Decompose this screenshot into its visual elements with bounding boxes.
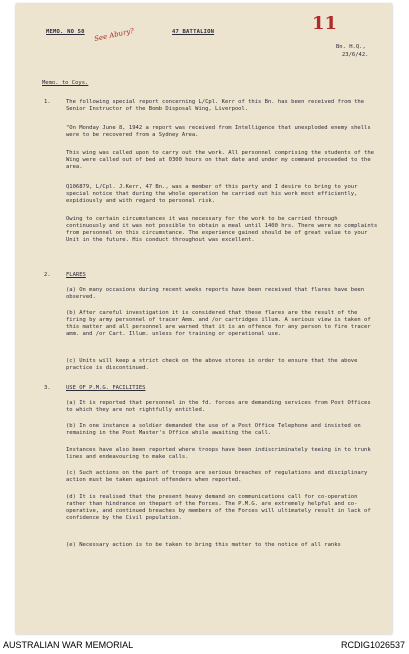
section-3-note: Instances have also been reported where troops have been indiscriminately teeing in to trunk lines and endeavouring to make calls. (66, 447, 371, 461)
section-3-item-a: (a) It is reported that personnel in the fd. forces are demanding services from Post Offices to which they are not rightfully entitled. (66, 400, 371, 414)
battalion-title: 47 BATTALION (172, 29, 215, 35)
section-1-para-1: The following special report concerning L/Cpl. Kerr of this Bn. has been received from the Senior Instructor of the Bomb Disposal Wing, Liverpool. (66, 99, 365, 113)
section-3-item-e: (e) Necessary action is to be taken to bring this matter to the notice of all ranks (66, 542, 341, 548)
section-3-item-d: (d) It is realised that the present heavy demand on communications call for co-operation rather than hindrance on thepart of the Forces. The P.M.G. are extremely helpful and co-operative, and continued breaches by members of the Forces will ultimately result in lack of confidence by the Civil population. (66, 494, 371, 522)
section-1-para-2: "On Monday June 8, 1942 a report was received from Intelligence that unexploded enemy shells were to be recovered from a Sydney Area. (66, 125, 371, 139)
handwritten-annotation: See Abury? (93, 26, 135, 44)
document-page (16, 4, 392, 634)
page-number-annotation: 11 (312, 13, 338, 34)
section-3-title: USE OF P.M.G. FACILITIES (66, 385, 146, 391)
section-2-item-a: (a) On many occasions during recent weeks reports have been received that flares have been observed. (66, 287, 365, 301)
addressee: Memo. to Coys. (42, 80, 89, 86)
section-3-item-c: (c) Such actions on the part of troops are serious breaches of regulations and disciplinary action must be taken against offenders when reported. (66, 470, 368, 484)
memo-number: MEMO. NO 50 (46, 29, 85, 35)
section-2-title: FLARES (66, 272, 86, 278)
section-1-para-5: Owing to certain circumstances it was necessary for the work to be carried through continuously and it was not possible to obtain a meal until 1400 hrs. There were no complaints from personnel on this circumstance. The experience gained should be of great value to your Unit in the future. His conduct throughout was excellent. (66, 216, 378, 244)
section-3-number: 3. (44, 385, 51, 391)
footer-record-id: RCDIG1026537 (340, 640, 405, 650)
section-1-number: 1. (44, 99, 51, 105)
memo-date: 23/6/42. (342, 52, 369, 58)
section-2-item-b: (b) After careful investigation it is considered that these flares are the result of the firing by army personnel of tracer Amm. and /or cartridges illum. A serious view is taken of this matter and all personnel are warned that it is an offence for any person to fire tracer amm. and /or Cart. Illum. unless for training or operational use. (66, 310, 371, 338)
section-3-item-b: (b) In one instance a soldier demanded the use of a Post Office Telephone and insisted on remaining in the Post Master's Office while awaiting the call. (66, 423, 361, 437)
footer-institution: AUSTRALIAN WAR MEMORIAL (3, 640, 134, 650)
section-1-para-4: Q106879, L/Cpl. J.Kerr, 47 Bn., was a member of this party and I desire to bring to your special notice that during the whole operation he carried out his work most efficiently, expidiously and with regard to personal risk. (66, 184, 358, 205)
archive-footer (0, 636, 409, 654)
section-2-number: 2. (44, 272, 51, 278)
bn-hq: Bn. H.Q., (336, 44, 366, 50)
section-1-para-3: This wing was called upon to carry out the work. All personnel comprising the students of the Wing were called out of bed at 0300 hours on that date and under my command proceeded to the area. (66, 150, 374, 171)
section-2-item-c: (c) Units will keep a strict check on the above stores in order to ensure that the above practice is discontinued. (66, 358, 358, 372)
